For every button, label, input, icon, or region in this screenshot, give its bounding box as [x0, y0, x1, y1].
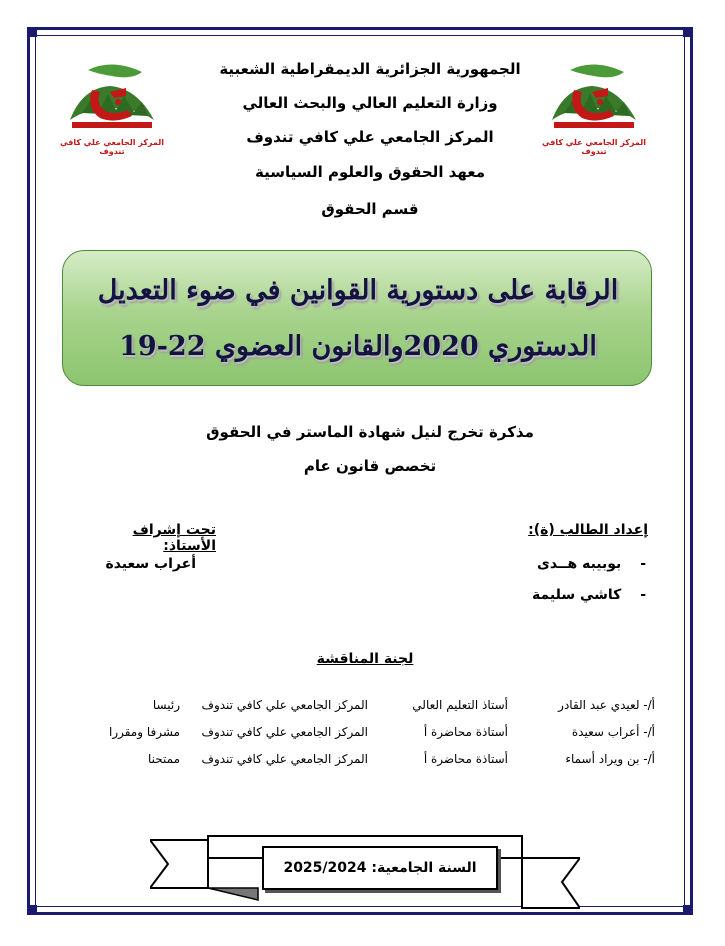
thesis-title-line-1: الرقابة على دستورية القوانين في ضوء التعديل — [97, 275, 619, 306]
header-institute: معهد الحقوق والعلوم السياسية — [254, 163, 486, 181]
university-logo-icon — [52, 58, 172, 138]
student-item — [470, 587, 646, 603]
degree-statement: مذكرة تخرج لنيل شهادة الماستر في الحقوق — [206, 423, 534, 441]
member-rank: أستاذة محاضرة أ — [423, 725, 508, 739]
member-institution: المركز الجامعي علي كافي تندوف — [201, 698, 368, 712]
member-role: رئيسا — [152, 698, 180, 712]
students-heading: إعداد الطالب (ة): — [528, 522, 648, 538]
thesis-title-box — [62, 250, 652, 386]
member-institution: المركز الجامعي علي كافي تندوف — [201, 752, 368, 766]
university-logo-left — [52, 58, 172, 173]
border-corner — [27, 905, 37, 915]
list-bullet: - — [640, 556, 646, 572]
member-rank: أستاذة محاضرة أ — [423, 752, 508, 766]
student-name: بوبيبه هــدى — [537, 556, 622, 572]
academic-year-box — [262, 846, 498, 890]
member-role: مشرفا ومقررا — [108, 725, 180, 739]
specialization: تخصص قانون عام — [303, 457, 437, 475]
member-name: أ/- لعيدي عبد القادر — [558, 698, 655, 712]
member-institution: المركز الجامعي علي كافي تندوف — [201, 725, 368, 739]
header-university: المركز الجامعي علي كافي تندوف — [246, 128, 494, 146]
university-logo-right — [534, 58, 654, 173]
university-logo-icon — [534, 58, 654, 138]
member-rank: أستاذ التعليم العالي — [412, 698, 508, 712]
member-name: أ/- أعراب سعيدة — [571, 725, 655, 739]
logo-caption: المركز الجامعي علي كافي تندوف — [542, 138, 646, 156]
thesis-title-line-2: الدستوري 2020والقانون العضوي 22-19 — [119, 331, 597, 362]
border-corner — [683, 905, 693, 915]
header-department: قسم الحقوق — [321, 200, 419, 218]
border-corner — [683, 27, 693, 37]
member-name: أ/- بن ويراد أسماء — [565, 752, 655, 766]
student-name: كاشي سليمة — [532, 587, 622, 603]
student-item — [470, 556, 646, 572]
header-ministry: وزارة التعليم العالي والبحث العالي — [242, 94, 498, 112]
list-bullet: - — [640, 587, 646, 603]
border-corner — [27, 27, 37, 37]
academic-year: السنة الجامعية: 2025/2024 — [283, 860, 477, 876]
logo-caption: المركز الجامعي علي كافي تندوف — [60, 138, 164, 156]
header-republic: الجمهورية الجزائرية الديمقراطية الشعبية — [219, 60, 521, 78]
supervisor-heading: تحت إشراف الأستاذ: — [132, 522, 216, 554]
committee-heading: لجنة المناقشة — [316, 651, 414, 667]
supervisor-name: أعراب سعيدة — [105, 556, 196, 572]
member-role: ممتحنا — [147, 752, 180, 766]
